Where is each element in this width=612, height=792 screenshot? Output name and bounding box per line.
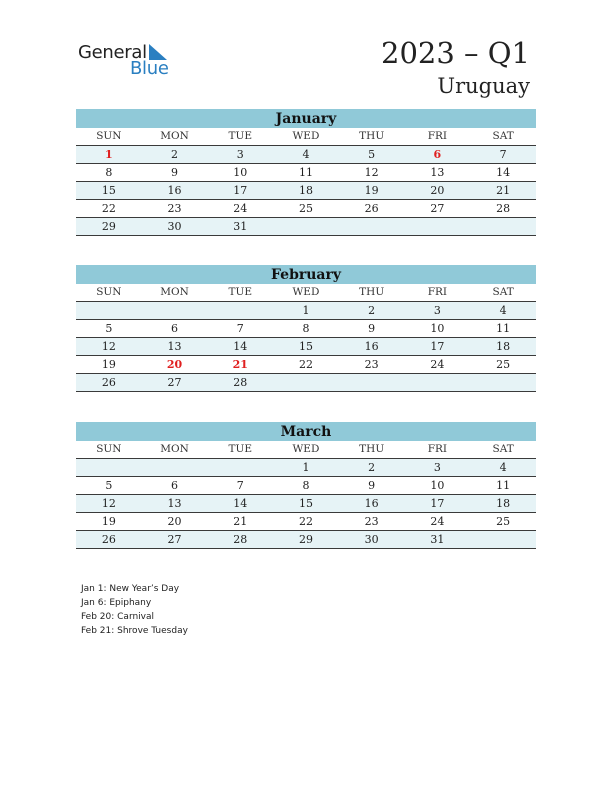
day-cell [405, 374, 471, 392]
day-cell: 7 [207, 477, 273, 495]
day-cell: 18 [470, 495, 536, 513]
day-cell: 28 [207, 531, 273, 549]
weekday-label: MON [142, 284, 208, 302]
day-cell: 27 [405, 200, 471, 218]
day-cell: 20 [405, 182, 471, 200]
month-february [76, 265, 536, 392]
day-cell: 2 [142, 146, 208, 164]
day-cell: 25 [470, 356, 536, 374]
day-cell: 31 [405, 531, 471, 549]
calendar-grid [76, 284, 536, 392]
day-cell: 18 [273, 182, 339, 200]
day-cell: 9 [339, 477, 405, 495]
day-cell: 14 [470, 164, 536, 182]
day-cell [405, 218, 471, 236]
day-cell: 22 [76, 200, 142, 218]
day-cell: 30 [142, 218, 208, 236]
day-cell: 16 [339, 495, 405, 513]
weekday-label: WED [273, 441, 339, 459]
day-cell: 20 [142, 513, 208, 531]
weekday-label: TUE [207, 128, 273, 146]
day-cell: 11 [470, 320, 536, 338]
day-cell: 11 [470, 477, 536, 495]
day-cell: 27 [142, 374, 208, 392]
logo-text-blue: Blue [130, 58, 169, 79]
weekday-label: WED [273, 284, 339, 302]
day-cell: 13 [142, 338, 208, 356]
day-cell: 13 [142, 495, 208, 513]
weekday-header-row [76, 284, 536, 302]
calendar-grid [76, 128, 536, 236]
day-cell: 26 [339, 200, 405, 218]
day-cell [470, 531, 536, 549]
day-cell: 15 [273, 338, 339, 356]
weekday-label: THU [339, 441, 405, 459]
holiday-note: Jan 6: Epiphany [81, 598, 152, 608]
day-cell: 7 [207, 320, 273, 338]
day-cell: 16 [339, 338, 405, 356]
day-cell: 2 [339, 459, 405, 477]
weekday-label: SAT [470, 284, 536, 302]
day-cell: 15 [273, 495, 339, 513]
month-title: March [76, 422, 536, 441]
day-cell: 24 [405, 356, 471, 374]
day-cell: 19 [339, 182, 405, 200]
week-row [76, 338, 536, 356]
day-cell: 8 [273, 320, 339, 338]
day-cell [142, 302, 208, 320]
day-cell [470, 374, 536, 392]
day-cell: 9 [142, 164, 208, 182]
weekday-label: TUE [207, 441, 273, 459]
day-cell [207, 302, 273, 320]
weekday-label: THU [339, 128, 405, 146]
day-cell: 18 [470, 338, 536, 356]
day-cell: 29 [273, 531, 339, 549]
day-cell: 31 [207, 218, 273, 236]
day-cell: 10 [405, 477, 471, 495]
day-cell: 25 [273, 200, 339, 218]
day-cell: 26 [76, 531, 142, 549]
day-cell [339, 374, 405, 392]
week-row [76, 164, 536, 182]
day-cell: 8 [76, 164, 142, 182]
day-cell: 12 [76, 495, 142, 513]
day-cell: 2 [339, 302, 405, 320]
logo-text-general: General [78, 42, 147, 63]
day-cell: 19 [76, 513, 142, 531]
day-cell: 22 [273, 356, 339, 374]
week-row [76, 200, 536, 218]
day-cell: 3 [207, 146, 273, 164]
weekday-label: WED [273, 128, 339, 146]
month-title: January [76, 109, 536, 128]
day-cell [207, 459, 273, 477]
weekday-header-row [76, 441, 536, 459]
day-cell: 7 [470, 146, 536, 164]
day-cell: 30 [339, 531, 405, 549]
weekday-label: SAT [470, 128, 536, 146]
day-cell: 3 [405, 302, 471, 320]
week-row [76, 459, 536, 477]
week-row [76, 477, 536, 495]
day-cell: 13 [405, 164, 471, 182]
day-cell: 16 [142, 182, 208, 200]
day-cell [273, 218, 339, 236]
weekday-header-row [76, 128, 536, 146]
day-cell: 20 [142, 356, 208, 374]
day-cell: 15 [76, 182, 142, 200]
day-cell: 14 [207, 495, 273, 513]
day-cell: 23 [339, 356, 405, 374]
weekday-label: SUN [76, 441, 142, 459]
day-cell: 23 [142, 200, 208, 218]
day-cell: 1 [273, 302, 339, 320]
country-name: Uruguay [437, 74, 530, 98]
week-row [76, 182, 536, 200]
calendar-grid [76, 441, 536, 549]
day-cell: 22 [273, 513, 339, 531]
day-cell: 17 [405, 338, 471, 356]
day-cell: 28 [470, 200, 536, 218]
week-row [76, 531, 536, 549]
day-cell: 8 [273, 477, 339, 495]
day-cell [76, 459, 142, 477]
day-cell: 17 [405, 495, 471, 513]
holiday-notes [81, 582, 188, 638]
day-cell [76, 302, 142, 320]
day-cell: 10 [405, 320, 471, 338]
week-row [76, 513, 536, 531]
day-cell: 5 [76, 477, 142, 495]
day-cell: 17 [207, 182, 273, 200]
day-cell: 24 [405, 513, 471, 531]
weekday-label: THU [339, 284, 405, 302]
day-cell: 4 [470, 459, 536, 477]
month-title: February [76, 265, 536, 284]
week-row [76, 146, 536, 164]
logo [78, 42, 188, 82]
week-row [76, 356, 536, 374]
day-cell: 3 [405, 459, 471, 477]
month-january [76, 109, 536, 236]
week-row [76, 302, 536, 320]
day-cell: 23 [339, 513, 405, 531]
week-row [76, 374, 536, 392]
month-march [76, 422, 536, 549]
day-cell: 26 [76, 374, 142, 392]
week-row [76, 495, 536, 513]
day-cell: 10 [207, 164, 273, 182]
holiday-note: Feb 21: Shrove Tuesday [81, 626, 188, 636]
day-cell: 28 [207, 374, 273, 392]
day-cell: 29 [76, 218, 142, 236]
day-cell: 4 [273, 146, 339, 164]
day-cell: 1 [273, 459, 339, 477]
weekday-label: MON [142, 441, 208, 459]
day-cell: 5 [339, 146, 405, 164]
day-cell: 6 [142, 320, 208, 338]
day-cell [470, 218, 536, 236]
day-cell [142, 459, 208, 477]
day-cell: 21 [470, 182, 536, 200]
holiday-note: Jan 1: New Year’s Day [81, 584, 180, 594]
day-cell: 21 [207, 356, 273, 374]
day-cell: 6 [142, 477, 208, 495]
day-cell: 19 [76, 356, 142, 374]
day-cell: 25 [470, 513, 536, 531]
weekday-label: FRI [405, 284, 471, 302]
weekday-label: MON [142, 128, 208, 146]
day-cell: 6 [405, 146, 471, 164]
day-cell: 12 [76, 338, 142, 356]
weekday-label: SAT [470, 441, 536, 459]
weekday-label: TUE [207, 284, 273, 302]
day-cell: 1 [76, 146, 142, 164]
weekday-label: FRI [405, 128, 471, 146]
weekday-label: FRI [405, 441, 471, 459]
day-cell: 4 [470, 302, 536, 320]
day-cell: 12 [339, 164, 405, 182]
weekday-label: SUN [76, 128, 142, 146]
day-cell: 11 [273, 164, 339, 182]
holiday-note: Feb 20: Carnival [81, 612, 155, 622]
day-cell: 5 [76, 320, 142, 338]
day-cell: 21 [207, 513, 273, 531]
page-title: 2023 – Q1 [381, 36, 530, 70]
week-row [76, 320, 536, 338]
day-cell: 14 [207, 338, 273, 356]
day-cell [339, 218, 405, 236]
week-row [76, 218, 536, 236]
day-cell: 27 [142, 531, 208, 549]
weekday-label: SUN [76, 284, 142, 302]
day-cell: 9 [339, 320, 405, 338]
day-cell [273, 374, 339, 392]
day-cell: 24 [207, 200, 273, 218]
